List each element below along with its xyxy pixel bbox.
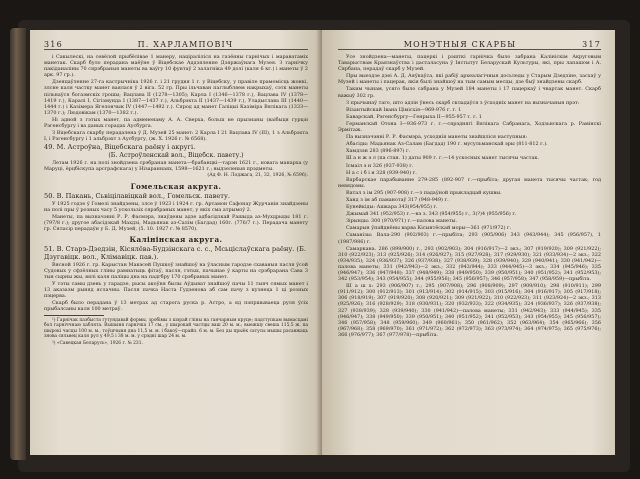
paragraph: Візантыйскай Івана Цімісхія—969-976 г. г. 1 <box>346 106 462 113</box>
entry-title: 51. В. Старэ-Дзедзін, Кісялёва-Будзінскага с. с., Мсьціслаўскага раёну. (Б. Дзугавіцк. вол., Клімавіцк. пав.). <box>44 245 306 262</box>
paragraph: Таким чынам, усяго было сабрана у Музей 184 манеты і 17 пацеркаў і чвартак манет. Скарб важыў 302 гр. <box>338 86 601 99</box>
paragraph: Самаркана. 286 (899/900) г., 293 (902/903); 304 (916/917)—2 экз.; 307 (919/920); 309 (921/922); 310 (922/923); 313 (925/926); 314 (926/927); 315 (927/928); 317 (929/930); 321 (933/934)—2 экз.; 322 (934/935); 324 (936/937); 326 (937/938); 327 (938/939); 328 (939/940); 329 (940/941); 330 (941/942)—палова манеты; 331 (942/943)—2 экз.; 332 (943/944); 333 (944/945)—3 экз.; 334 (945/946); 335 (946/947); 336 (947/948); 337 (948/949); 338 (949/950); 339 (950/951); 340 (951/952); 341 (952/953); 342 (953/954); 343 (954/955); 344 (955/956); 345 (956/957); 346 (957/958); 347 (958/959)—прыбіта. <box>338 245 601 283</box>
right-page-body <box>338 54 601 339</box>
paragraph: Самарын ўпайднёны варва Кісынтёскай моры—361 (971/972) г. <box>346 225 512 232</box>
paragraph: У тэты самы дзень у гарадзе, рысы акоўня былы Аўдыват знайшоў пачы 11 тыяч сямых манет і 13 аказазм рыняд яслачны. Пасля пачка Наста Гудзенова аб сам пачу з кузнеца 1 ці розных пэцерва. <box>44 280 308 300</box>
left-page-number: 316 <box>44 40 63 49</box>
right-running-head: МОНЭТНЫЯ СКАРБЫ <box>403 40 517 49</box>
paragraph: З Віцебскага скарбу перадалена ў Д. Музей 25 манет: 2 Карла I 21 Вацлава IV (III), 1 з Альбрэхта I, і Рэгенсбургу і 1 альбрэхт з Аусбургу, (ж. X. 1926 г. № 6568). <box>44 130 308 143</box>
paragraph: Манеты, па вызначэнні Р. Р. Фасмэра, знаўдены адзе адбасідзкай Рашыда аз-Мухдрыды 181 г. (797/8 г.); другое абасідзкай Махдзі, Мадьянак аз-Салім (Багдад) 160г. (776/7 г.). Перадача манету гр. Сяласір перадаўн у Б. Д. Музей, (5. 10. 1927 г. № 8570). <box>44 214 308 233</box>
paragraph: Летам 1926 г. на полі знойдзена срэбраная манета—брабанцкі—тарэн 1621 г., новага манарха (у Маруці, ёрцбіскупа арсграфскага) у Нізараннаях, 1598—1621 г.; выдзеленыя прэдметы. <box>44 160 308 173</box>
section-heading: Калінінская акруга. <box>129 235 223 245</box>
left-page-body <box>44 54 308 347</box>
paragraph: З прычынаў таго, што адзін ўнесь скарб складаўся з ўсходніх манет на вызначаныя прэт: <box>346 99 580 106</box>
right-page-number: 317 <box>582 40 601 49</box>
entry-subtitle: (Б. Астроўленскай вол., Віцебск. павету.) <box>108 151 244 159</box>
section-heading: Гомельская акруга. <box>130 182 222 192</box>
footnote: ²) «Савецкая Беларусь», 1926 г. № 231. <box>52 340 143 346</box>
left-running-head: П. ХАРЛАМПОВІЧ <box>137 40 234 49</box>
paragraph: Скарб было перадана ў 13 метрах ад старога руска р. Астро, а яд пэпршываеца руля ўсіх прыбалсаны каля 100 метраў. <box>44 300 308 313</box>
paragraph: Ні адной з гэтых манет, па адмененаму А. А. Сверха, больш не прызнаны (ваібыця гурцэі Рэгенсбургу і ва даных горадах Аусбурга. <box>44 116 308 130</box>
paragraph: Па вызначэнні Р. Р. Фасмэра, усходнія манеты знайшліся наступныя: <box>346 134 528 141</box>
paragraph: Ш а н ж э л (па стан. 1) даты 909 г. г.—14 ускосных манет тысячы частак. <box>346 155 539 162</box>
citation: (Ад Ф. Н. Лоджага, 21, 32, 1926, № 6596). <box>207 173 308 179</box>
paragraph: Н а с і б і н 328 (939-940) г. <box>346 169 417 176</box>
paragraph: Ш а ш х: 293 (906/907) г.; 295 (907/908); 296 (908/909); 297 (909/910); 298 (910/911); 299 (911/912); 300 (912/913); 301 (913/914); 302 (914/915); 303 (915/916); 304 (916/917); 305 (917/918); 306 (918/919); 307 (919/920); 308 (920/921); 309 (921/922); 310 (922/923); 311 (923/924)—2 экз.; 313 (925/926); 316 (928/929); 318 (930/931); 320 (932/933); 322 (934/935); 324 (936/937); 326 (937/938); 327 (938/939); 328 (939/940); 330 (941/942)—палова манеты; 331 (942/943); 333 (944/945); 335 (946/947); 338 (949/950); 339 (950/951); 340 (951/952); 341 (952/953); 343 (954/955); 345 (956/957); 346 (957/958); 348 (959/960); 349 (960/961); 350 (961/962); 352 (963/964); 354 (965/966); 356 (967/968); 358 (969/970); 361 (971/972); 362 (972/973); 363 (973/974); 364 (974/975); 365 (975/976); 366 (976/977); 367 (977/978)—прыбіта. <box>338 283 601 338</box>
paragraph: Бунейкіды: Ашкара 343(954/955) г. <box>346 204 438 211</box>
left-page <box>30 30 322 455</box>
entry-title: 49. М. Астроўна, Віцебскага раёну і акругі. <box>44 143 196 152</box>
paragraph: Баварскай, Рэгенсбургу—Генрыха II—955-957 г. г. 1 <box>346 113 482 120</box>
paragraph: Ватал з ім 295 (907-908) г.—з падаўной прыкладцай кушвы. <box>346 189 502 196</box>
paragraph: Саманізы: Вала-290 (902/903) г.—прыбіта; 293 (905/906) 343 (943/944); 345 (956/957), 1 (1987/986) г. <box>338 232 601 245</box>
paragraph: Германскай Отона I—936-973 г. г.—сярэднягі Вялікага Сабранага, Ходзьнскага р. Рамінскі Эрмітаж. <box>338 120 601 134</box>
book-cover-edge <box>10 28 26 460</box>
paragraph: Ісмаіл э н 326 (937-938) г. <box>346 162 414 169</box>
right-page-header <box>338 40 601 50</box>
paragraph: Хамдзэн 283 (896-897) г. <box>346 148 411 155</box>
paragraph: Джымай 341 (952/953) г.—кэ з. 343 (954/955) г., 3(?)4 (955/956) г. <box>346 211 517 218</box>
paragraph: Пры выездзе дзеі А. Д. Аяўкаўса, які рабіў археалагічныя досьледы у Старым Дзедзіне, засхаў у Музей і манеты і пацерак, якія былі знайшоў на тым самым месцы, дзе быў знайдзены скарб. <box>338 73 601 86</box>
paragraph: Ханд з ім аб паманотаў 317 (948-949) г. <box>346 196 449 203</box>
paragraph: Зірынды: 300 (970/971) г.—палова манеты. <box>346 218 458 225</box>
paragraph: Дзеяцаўленне 27-га кастрычніка 1926 г. і 21 грудня 1 г. у Віцебску, у правіле прамомісць жонкі, злсне каля частку манет ваялася ў 2 віга. 52 гр. Пры ільчаван паглыбляем накрыхаў, сэтк манеты пільнаўся богаэмскіх грошы; Вацлава II (1278—1305); Карла I (1346—1378 г.), Вацлава IV (1378—1419 г.), Каралі I, Сігізмунда I (1387—1437 г.), Альбрэхта II (1437—1439 г.), Уладыслава III (1440—1444 г.) і Казімера Ягелончык IV (1447—1492 г.). Сярод ад манет Галіцыі Казіміра Вялікага (1333—1370 г.); Людовікам (1370—1382 г.). <box>44 79 308 116</box>
paragraph: Варбарскае парабыванне 279-285 (892-907 г.—прыбіта; другая манета тысячы частак; год невядомы. <box>338 176 601 189</box>
footnote-rule <box>44 315 104 316</box>
footnote: ¹) Гарнічак пазбыста гутундавай формы, зробімы з шэрай гліны на ганчарным круце; падступкам вымасцамі бол гарніччнаю хаблята. Вышыня гарнічка 17 см., у шырокай частцы ваш 20 м. м.; выежшу свеша 115,5 ж. па шырокі часцы 100 м. м., тоўшчыня дна 11,5 м. м. і бакоў—прайп. 6 м. м. Без ды прыёк сатусы мышы расавжаць знова сяльвец каля рул у 49,5 і 38 м. м. у срэдні шар 24 м. м. <box>44 317 308 340</box>
paragraph: У 1925 годзе ў Гомелі знайдзены, злсе ў 1923 і 1924 г. гр. Артамон Сафонау Журчанін знайдзены на полі пры ў розных часу 5 ускользіх сярэбраных манет, у якіх сма атрымоў 2. <box>44 200 308 214</box>
left-page-header <box>44 40 308 50</box>
right-page <box>322 30 615 455</box>
paragraph: Абасіды: Мадьянак Аз-Салам (Багдад) 190 г. мусульманскай эры (811-812 г.). <box>346 141 548 148</box>
paragraph: Усе знойдзена—манеты, пацеркі і рэшткі гарнічка было забрана Калініскім Акруговым Таварыствам Краязнаўства і дасталасуна ў Інстытут Беларускай Культуры, які, пры лапашом і А. Сярбана, перадаў скарб у Музей. <box>338 54 601 73</box>
entry-title: 50. В. Пакань, Сьвіцілавіцкай вол., Гомельск. павету. <box>44 192 230 201</box>
paragraph: і Сакылескі, на севёлой прыбёлівае 1 манеру, націраліліся на газённы гарнічых і мараватаміх манетак. Скарб було перадана маёўне ў Віцебскае Аддзяленне Дзяржаўнага Музея. З гарнічку пакіданаліны 70 сярэбраныя манеты ва ваўгу 10 фунтаў 2 залатніка 49 долі (каля 6 кг.) і манеты ў 2 арк. 97 гр.). <box>44 54 308 79</box>
paragraph: Вясной 1926 г. гр. Карыстан Макэсей Пушкоў знайшоў на ўласным гародзе схаваныя пасля ўсой Судовых у сфзёлных гліны рамнатыць фітаў, пасля, гэтых, пачынае ў карты на срэбрарана Сава 3 тыя сырны жы, вялі каля паліцы дна на падгбру 170 срэбраных манет. <box>44 261 308 280</box>
